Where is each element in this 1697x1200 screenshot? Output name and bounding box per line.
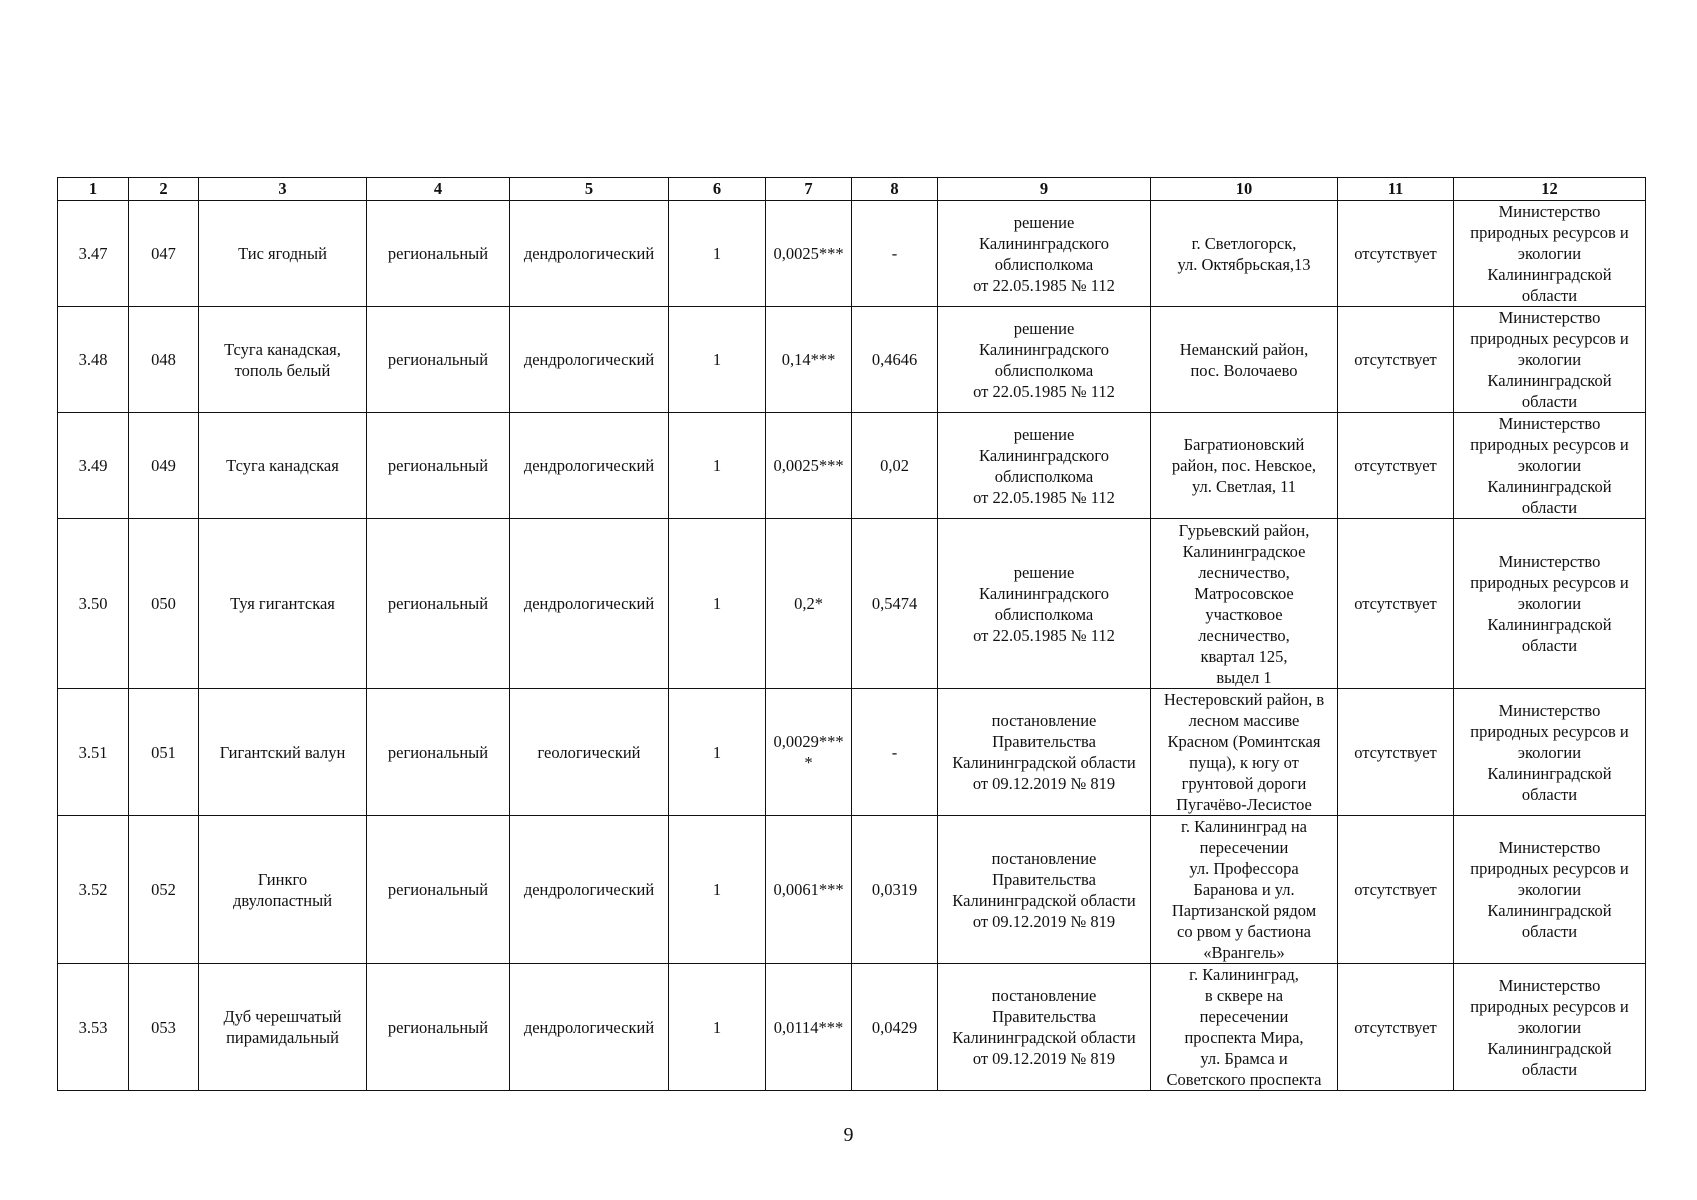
cell-area: 0,14*** bbox=[766, 307, 852, 413]
cell-count: 1 bbox=[669, 689, 766, 816]
cell-authority: Министерство природных ресурсов и экологии Калининградской области bbox=[1454, 413, 1646, 519]
cell-significance: региональный bbox=[367, 307, 510, 413]
cell-authority: Министерство природных ресурсов и экологии Калининградской области bbox=[1454, 307, 1646, 413]
cell-code: 051 bbox=[129, 689, 199, 816]
cell-status: отсутствует bbox=[1338, 689, 1454, 816]
cell-authority: Министерство природных ресурсов и экологии Калининградской области bbox=[1454, 816, 1646, 964]
cell-area: 0,0025*** bbox=[766, 413, 852, 519]
cell-number: 3.48 bbox=[58, 307, 129, 413]
cell-profile: дендрологический bbox=[510, 519, 669, 689]
table-row bbox=[58, 413, 1646, 519]
cell-profile: дендрологический bbox=[510, 413, 669, 519]
cell-location: г. Калининград на пересечении ул. Профессора Баранова и ул. Партизанской рядом со рвом у бастиона «Врангель» bbox=[1151, 816, 1338, 964]
cell-status: отсутствует bbox=[1338, 816, 1454, 964]
cell-authority: Министерство природных ресурсов и экологии Калининградской области bbox=[1454, 201, 1646, 307]
cell-profile: геологический bbox=[510, 689, 669, 816]
cell-name: Тсуга канадская bbox=[199, 413, 367, 519]
cell-area: 0,0114*** bbox=[766, 964, 852, 1091]
page-number: 9 bbox=[843, 1124, 854, 1146]
cell-significance: региональный bbox=[367, 689, 510, 816]
table-row bbox=[58, 307, 1646, 413]
cell-name: Тис ягодный bbox=[199, 201, 367, 307]
cell-document: решение Калининградского облисполкома от 22.05.1985 № 112 bbox=[938, 519, 1151, 689]
column-header: 2 bbox=[129, 178, 199, 201]
cell-count: 1 bbox=[669, 201, 766, 307]
cell-significance: региональный bbox=[367, 201, 510, 307]
cell-name: Гигантский валун bbox=[199, 689, 367, 816]
cell-code: 053 bbox=[129, 964, 199, 1091]
column-header: 5 bbox=[510, 178, 669, 201]
column-header: 10 bbox=[1151, 178, 1338, 201]
column-header: 11 bbox=[1338, 178, 1454, 201]
table-row bbox=[58, 816, 1646, 964]
cell-code: 047 bbox=[129, 201, 199, 307]
cell-count: 1 bbox=[669, 816, 766, 964]
cell-document: решение Калининградского облисполкома от 22.05.1985 № 112 bbox=[938, 307, 1151, 413]
cell-count: 1 bbox=[669, 519, 766, 689]
cell-profile: дендрологический bbox=[510, 307, 669, 413]
cell-protected-zone: 0,0319 bbox=[852, 816, 938, 964]
cell-name: Тсуга канадская, тополь белый bbox=[199, 307, 367, 413]
cell-location: г. Светлогорск, ул. Октябрьская,13 bbox=[1151, 201, 1338, 307]
cell-authority: Министерство природных ресурсов и экологии Калининградской области bbox=[1454, 689, 1646, 816]
cell-profile: дендрологический bbox=[510, 816, 669, 964]
cell-number: 3.53 bbox=[58, 964, 129, 1091]
cell-significance: региональный bbox=[367, 519, 510, 689]
column-header: 6 bbox=[669, 178, 766, 201]
cell-significance: региональный bbox=[367, 964, 510, 1091]
cell-document: постановление Правительства Калининградской области от 09.12.2019 № 819 bbox=[938, 689, 1151, 816]
cell-profile: дендрологический bbox=[510, 201, 669, 307]
cell-document: решение Калининградского облисполкома от 22.05.1985 № 112 bbox=[938, 201, 1151, 307]
cell-name: Гинкго двулопастный bbox=[199, 816, 367, 964]
cell-number: 3.51 bbox=[58, 689, 129, 816]
cell-status: отсутствует bbox=[1338, 201, 1454, 307]
cell-location: г. Калининград, в сквере на пересечении проспекта Мира, ул. Брамса и Советского проспекта bbox=[1151, 964, 1338, 1091]
cell-status: отсутствует bbox=[1338, 413, 1454, 519]
cell-code: 050 bbox=[129, 519, 199, 689]
column-header: 3 bbox=[199, 178, 367, 201]
cell-area: 0,0029*** * bbox=[766, 689, 852, 816]
cell-document: постановление Правительства Калининградской области от 09.12.2019 № 819 bbox=[938, 964, 1151, 1091]
cell-protected-zone: 0,0429 bbox=[852, 964, 938, 1091]
cell-number: 3.47 bbox=[58, 201, 129, 307]
cell-document: решение Калининградского облисполкома от 22.05.1985 № 112 bbox=[938, 413, 1151, 519]
table-header-row bbox=[58, 178, 1646, 201]
cell-count: 1 bbox=[669, 413, 766, 519]
cell-protected-zone: 0,5474 bbox=[852, 519, 938, 689]
cell-count: 1 bbox=[669, 964, 766, 1091]
column-header: 4 bbox=[367, 178, 510, 201]
cell-number: 3.50 bbox=[58, 519, 129, 689]
cell-number: 3.52 bbox=[58, 816, 129, 964]
cell-protected-zone: 0,02 bbox=[852, 413, 938, 519]
cell-count: 1 bbox=[669, 307, 766, 413]
cell-profile: дендрологический bbox=[510, 964, 669, 1091]
column-header: 1 bbox=[58, 178, 129, 201]
cell-location: Неманский район, пос. Волочаево bbox=[1151, 307, 1338, 413]
cell-status: отсутствует bbox=[1338, 307, 1454, 413]
column-header: 9 bbox=[938, 178, 1151, 201]
protected-areas-table bbox=[57, 177, 1646, 1091]
cell-protected-zone: 0,4646 bbox=[852, 307, 938, 413]
cell-name: Дуб черешчатый пирамидальный bbox=[199, 964, 367, 1091]
cell-number: 3.49 bbox=[58, 413, 129, 519]
cell-code: 049 bbox=[129, 413, 199, 519]
cell-location: Багратионовский район, пос. Невское, ул. Светлая, 11 bbox=[1151, 413, 1338, 519]
cell-status: отсутствует bbox=[1338, 519, 1454, 689]
cell-significance: региональный bbox=[367, 816, 510, 964]
cell-significance: региональный bbox=[367, 413, 510, 519]
column-header: 8 bbox=[852, 178, 938, 201]
cell-location: Гурьевский район, Калининградское лесничество, Матросовское участковое лесничество, квартал 125, выдел 1 bbox=[1151, 519, 1338, 689]
cell-area: 0,0025*** bbox=[766, 201, 852, 307]
column-header: 7 bbox=[766, 178, 852, 201]
cell-area: 0,2* bbox=[766, 519, 852, 689]
table-row bbox=[58, 964, 1646, 1091]
cell-authority: Министерство природных ресурсов и экологии Калининградской области bbox=[1454, 519, 1646, 689]
cell-protected-zone: - bbox=[852, 689, 938, 816]
cell-area: 0,0061*** bbox=[766, 816, 852, 964]
cell-name: Туя гигантская bbox=[199, 519, 367, 689]
column-header: 12 bbox=[1454, 178, 1646, 201]
table-row bbox=[58, 519, 1646, 689]
cell-protected-zone: - bbox=[852, 201, 938, 307]
cell-status: отсутствует bbox=[1338, 964, 1454, 1091]
cell-document: постановление Правительства Калининградской области от 09.12.2019 № 819 bbox=[938, 816, 1151, 964]
table-row bbox=[58, 689, 1646, 816]
cell-code: 052 bbox=[129, 816, 199, 964]
cell-authority: Министерство природных ресурсов и экологии Калининградской области bbox=[1454, 964, 1646, 1091]
cell-location: Нестеровский район, в лесном массиве Красном (Роминтская пуща), к югу от грунтовой дороги Пугачёво-Лесистое bbox=[1151, 689, 1338, 816]
cell-code: 048 bbox=[129, 307, 199, 413]
table-row bbox=[58, 201, 1646, 307]
